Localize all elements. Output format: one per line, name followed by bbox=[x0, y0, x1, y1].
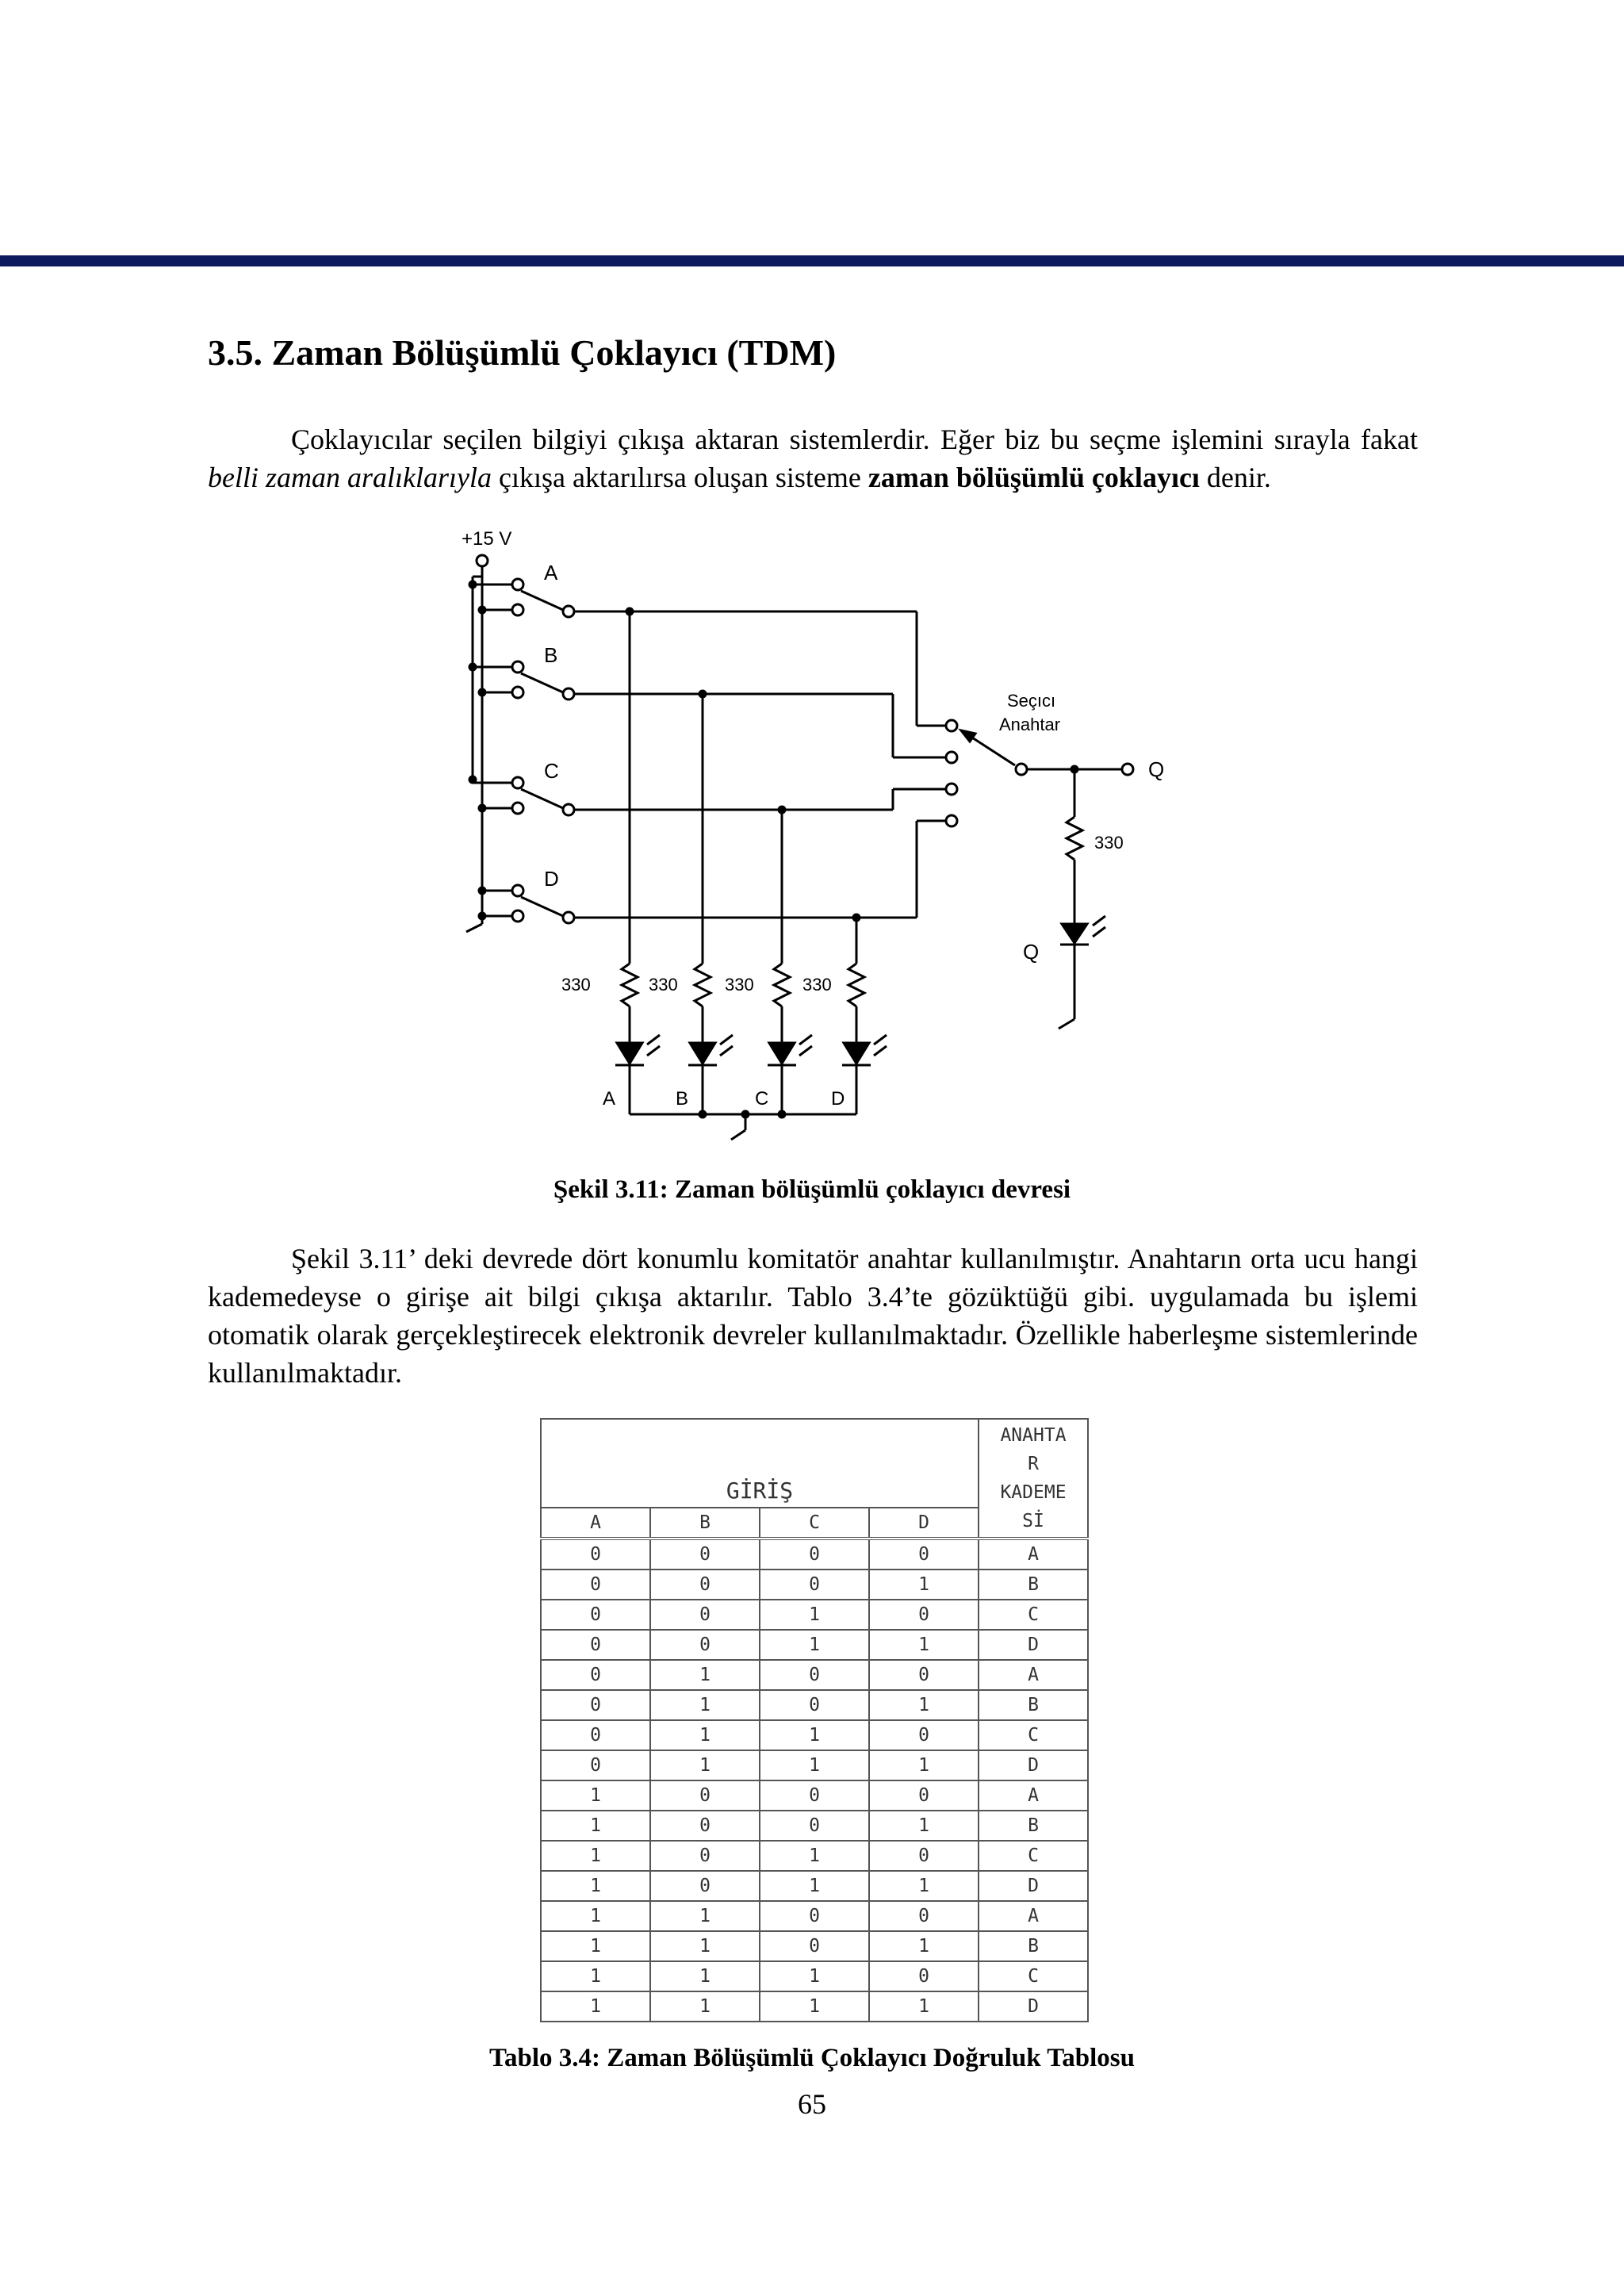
switch-position-cell: A bbox=[979, 1539, 1088, 1570]
input-cell: 1 bbox=[760, 1871, 869, 1901]
output-label: Q bbox=[1148, 757, 1165, 781]
input-cell: 0 bbox=[869, 1539, 979, 1570]
input-cell: 1 bbox=[541, 1841, 650, 1871]
switch-position-cell: A bbox=[979, 1780, 1088, 1811]
input-cell: 1 bbox=[869, 1871, 979, 1901]
input-cell: 1 bbox=[760, 1991, 869, 2022]
input-cell: 0 bbox=[760, 1780, 869, 1811]
selector-switch bbox=[946, 720, 1133, 826]
selector-wiring bbox=[626, 608, 945, 921]
section-heading: 3.5. Zaman Bölüşümlü Çoklayıcı (TDM) bbox=[208, 332, 837, 373]
led-label-a: A bbox=[603, 1088, 616, 1110]
table-row bbox=[541, 1570, 1088, 1600]
resistor-label-d: 330 bbox=[802, 975, 832, 995]
table-row bbox=[541, 1780, 1088, 1811]
input-cell: 0 bbox=[650, 1871, 760, 1901]
switch-position-cell: C bbox=[979, 1961, 1088, 1991]
input-cell: 1 bbox=[650, 1660, 760, 1690]
led-branch-b bbox=[688, 694, 733, 1114]
switch-header-line: KADEME bbox=[1000, 1482, 1067, 1503]
led-label-b: B bbox=[676, 1088, 689, 1110]
input-cell: 1 bbox=[869, 1750, 979, 1780]
table-row bbox=[541, 1750, 1088, 1780]
input-cell: 1 bbox=[541, 1931, 650, 1961]
input-cell: 0 bbox=[541, 1630, 650, 1660]
input-cell: 1 bbox=[650, 1931, 760, 1961]
input-cell: 1 bbox=[541, 1811, 650, 1841]
selector-label-line1: Seçıcı bbox=[1007, 691, 1056, 711]
table-row bbox=[541, 1961, 1088, 1991]
input-cell: 0 bbox=[760, 1690, 869, 1720]
input-cell: 0 bbox=[760, 1660, 869, 1690]
input-cell: 0 bbox=[650, 1811, 760, 1841]
input-cell: 1 bbox=[650, 1750, 760, 1780]
table-caption: Tablo 3.4: Zaman Bölüşümlü Çoklayıcı Doğruluk Tablosu bbox=[489, 2044, 1135, 2072]
supply-label: +15 V bbox=[462, 528, 512, 550]
table-row bbox=[541, 1841, 1088, 1871]
input-cell: 1 bbox=[760, 1750, 869, 1780]
switch-header-line: ANAHTA bbox=[1000, 1425, 1067, 1446]
output-resistor-label: 330 bbox=[1094, 833, 1124, 853]
input-cell: 0 bbox=[650, 1570, 760, 1600]
page-number: 65 bbox=[798, 2088, 826, 2120]
input-cell: 1 bbox=[869, 1690, 979, 1720]
input-cell: 0 bbox=[541, 1600, 650, 1630]
input-cell: 1 bbox=[760, 1841, 869, 1871]
input-switch-b bbox=[469, 661, 703, 699]
body-text: Şekil 3.11’ deki devrede dört konumlu komitatör anahtar kullanılmıştır. Anahtarın orta ucu hangi kademedeyse o girişe ait bilgi çıkışa aktarılır. Tablo 3.4’te gözüktüğü gibi. uygulamada bu işlemi otomatik olarak gerçekleştirecek elektronik devreler kullanılmaktadır. Özellikle haberleşme sistemlerinde kullanılmaktadır. bbox=[208, 1243, 1418, 1389]
table-row bbox=[541, 1600, 1088, 1630]
supply-terminal bbox=[477, 555, 488, 566]
input-switch-a bbox=[469, 579, 630, 617]
input-cell: 0 bbox=[869, 1600, 979, 1630]
switch-position-cell: A bbox=[979, 1660, 1088, 1690]
input-cell: 1 bbox=[650, 1991, 760, 2022]
column-header-a: A bbox=[541, 1508, 650, 1539]
input-cell: 0 bbox=[650, 1539, 760, 1570]
output-led bbox=[1059, 916, 1105, 1029]
led-branch-c bbox=[768, 810, 812, 1114]
switch-position-cell: C bbox=[979, 1720, 1088, 1750]
body-paragraph bbox=[208, 1240, 1418, 1392]
input-switch-c bbox=[469, 776, 782, 815]
input-cell: 1 bbox=[869, 1931, 979, 1961]
switch-position-cell: B bbox=[979, 1931, 1088, 1961]
input-cell: 1 bbox=[760, 1600, 869, 1630]
switch-position-cell: D bbox=[979, 1991, 1088, 2022]
table-row bbox=[541, 1630, 1088, 1660]
input-cell: 0 bbox=[760, 1811, 869, 1841]
figure-caption: Şekil 3.11: Zaman bölüşümlü çoklayıcı devresi bbox=[553, 1175, 1071, 1204]
table-row bbox=[541, 1539, 1088, 1570]
input-cell: 1 bbox=[650, 1720, 760, 1750]
input-cell: 0 bbox=[650, 1780, 760, 1811]
input-cell: 0 bbox=[760, 1539, 869, 1570]
input-label-b: B bbox=[544, 643, 558, 667]
resistor-label-c: 330 bbox=[725, 975, 754, 995]
input-cell: 1 bbox=[650, 1690, 760, 1720]
output-led-label: Q bbox=[1023, 940, 1040, 964]
input-cell: 0 bbox=[869, 1841, 979, 1871]
intro-text-2: çıkışa aktarılırsa oluşan sisteme bbox=[491, 462, 868, 493]
input-cell: 0 bbox=[541, 1660, 650, 1690]
switch-position-cell: B bbox=[979, 1811, 1088, 1841]
input-cell: 1 bbox=[869, 1991, 979, 2022]
column-header-c: C bbox=[760, 1508, 869, 1539]
table-row bbox=[541, 1720, 1088, 1750]
input-cell: 0 bbox=[541, 1690, 650, 1720]
switch-position-cell: B bbox=[979, 1690, 1088, 1720]
truth-table bbox=[540, 1418, 1089, 2022]
input-group-header: GİRİŞ bbox=[541, 1419, 979, 1508]
input-cell: 0 bbox=[869, 1901, 979, 1931]
input-cell: 1 bbox=[541, 1961, 650, 1991]
input-cell: 0 bbox=[869, 1720, 979, 1750]
input-cell: 1 bbox=[760, 1720, 869, 1750]
led-label-c: C bbox=[755, 1088, 769, 1110]
table-row bbox=[541, 1811, 1088, 1841]
resistor-label-b: 330 bbox=[649, 975, 678, 995]
led-branch-d bbox=[842, 918, 887, 1114]
column-header-d: D bbox=[869, 1508, 979, 1539]
switch-position-cell: D bbox=[979, 1630, 1088, 1660]
input-cell: 0 bbox=[760, 1931, 869, 1961]
tdm-circuit-diagram bbox=[444, 527, 1205, 1162]
intro-text-italic: belli zaman aralıklarıyla bbox=[208, 462, 492, 493]
intro-text-1: Çoklayıcılar seçilen bilgiyi çıkışa aktaran sistemlerdir. Eğer biz bu seçme işlemini sırayla fakat bbox=[291, 424, 1418, 455]
switch-header-line: Sİ bbox=[1022, 1511, 1044, 1531]
input-cell: 0 bbox=[760, 1901, 869, 1931]
input-cell: 1 bbox=[650, 1961, 760, 1991]
intro-text-3: denir. bbox=[1199, 462, 1271, 493]
input-cell: 1 bbox=[541, 1991, 650, 2022]
table-row bbox=[541, 1901, 1088, 1931]
table-row bbox=[541, 1690, 1088, 1720]
column-header-b: B bbox=[650, 1508, 760, 1539]
input-cell: 0 bbox=[541, 1570, 650, 1600]
input-cell: 0 bbox=[541, 1750, 650, 1780]
switch-header-line: R bbox=[1028, 1454, 1039, 1474]
input-cell: 0 bbox=[541, 1720, 650, 1750]
input-cell: 1 bbox=[869, 1811, 979, 1841]
ground-rail bbox=[630, 1111, 856, 1140]
table-row bbox=[541, 1931, 1088, 1961]
table-row bbox=[541, 1991, 1088, 2022]
input-cell: 1 bbox=[650, 1901, 760, 1931]
input-cell: 0 bbox=[869, 1961, 979, 1991]
selector-label-line2: Anahtar bbox=[999, 715, 1061, 734]
switch-position-cell: D bbox=[979, 1871, 1088, 1901]
led-branch-a bbox=[615, 611, 660, 1114]
switch-position-cell: C bbox=[979, 1841, 1088, 1871]
input-cell: 0 bbox=[650, 1630, 760, 1660]
intro-text-bold: zaman bölüşümlü çoklayıcı bbox=[868, 462, 1200, 493]
input-cell: 0 bbox=[650, 1600, 760, 1630]
input-cell: 1 bbox=[869, 1630, 979, 1660]
switch-position-cell: B bbox=[979, 1570, 1088, 1600]
input-cell: 0 bbox=[869, 1780, 979, 1811]
input-cell: 0 bbox=[869, 1660, 979, 1690]
input-cell: 1 bbox=[541, 1901, 650, 1931]
input-switch-d bbox=[479, 885, 856, 923]
input-cell: 1 bbox=[541, 1871, 650, 1901]
switch-position-header bbox=[979, 1419, 1088, 1539]
table-row bbox=[541, 1871, 1088, 1901]
led-label-d: D bbox=[831, 1088, 845, 1110]
switch-position-cell: D bbox=[979, 1750, 1088, 1780]
input-label-a: A bbox=[544, 561, 558, 584]
input-cell: 0 bbox=[541, 1539, 650, 1570]
header-rule bbox=[0, 255, 1624, 266]
output-resistor bbox=[1067, 769, 1082, 924]
input-label-d: D bbox=[544, 867, 559, 891]
switch-position-cell: C bbox=[979, 1600, 1088, 1630]
table-row bbox=[541, 1660, 1088, 1690]
resistor-label-a: 330 bbox=[561, 975, 591, 995]
input-cell: 1 bbox=[760, 1961, 869, 1991]
input-cell: 1 bbox=[541, 1780, 650, 1811]
switch-position-cell: A bbox=[979, 1901, 1088, 1931]
input-cell: 0 bbox=[650, 1841, 760, 1871]
input-cell: 1 bbox=[760, 1630, 869, 1660]
input-cell: 1 bbox=[869, 1570, 979, 1600]
input-cell: 0 bbox=[760, 1570, 869, 1600]
input-label-c: C bbox=[544, 759, 559, 783]
intro-paragraph bbox=[208, 420, 1418, 496]
